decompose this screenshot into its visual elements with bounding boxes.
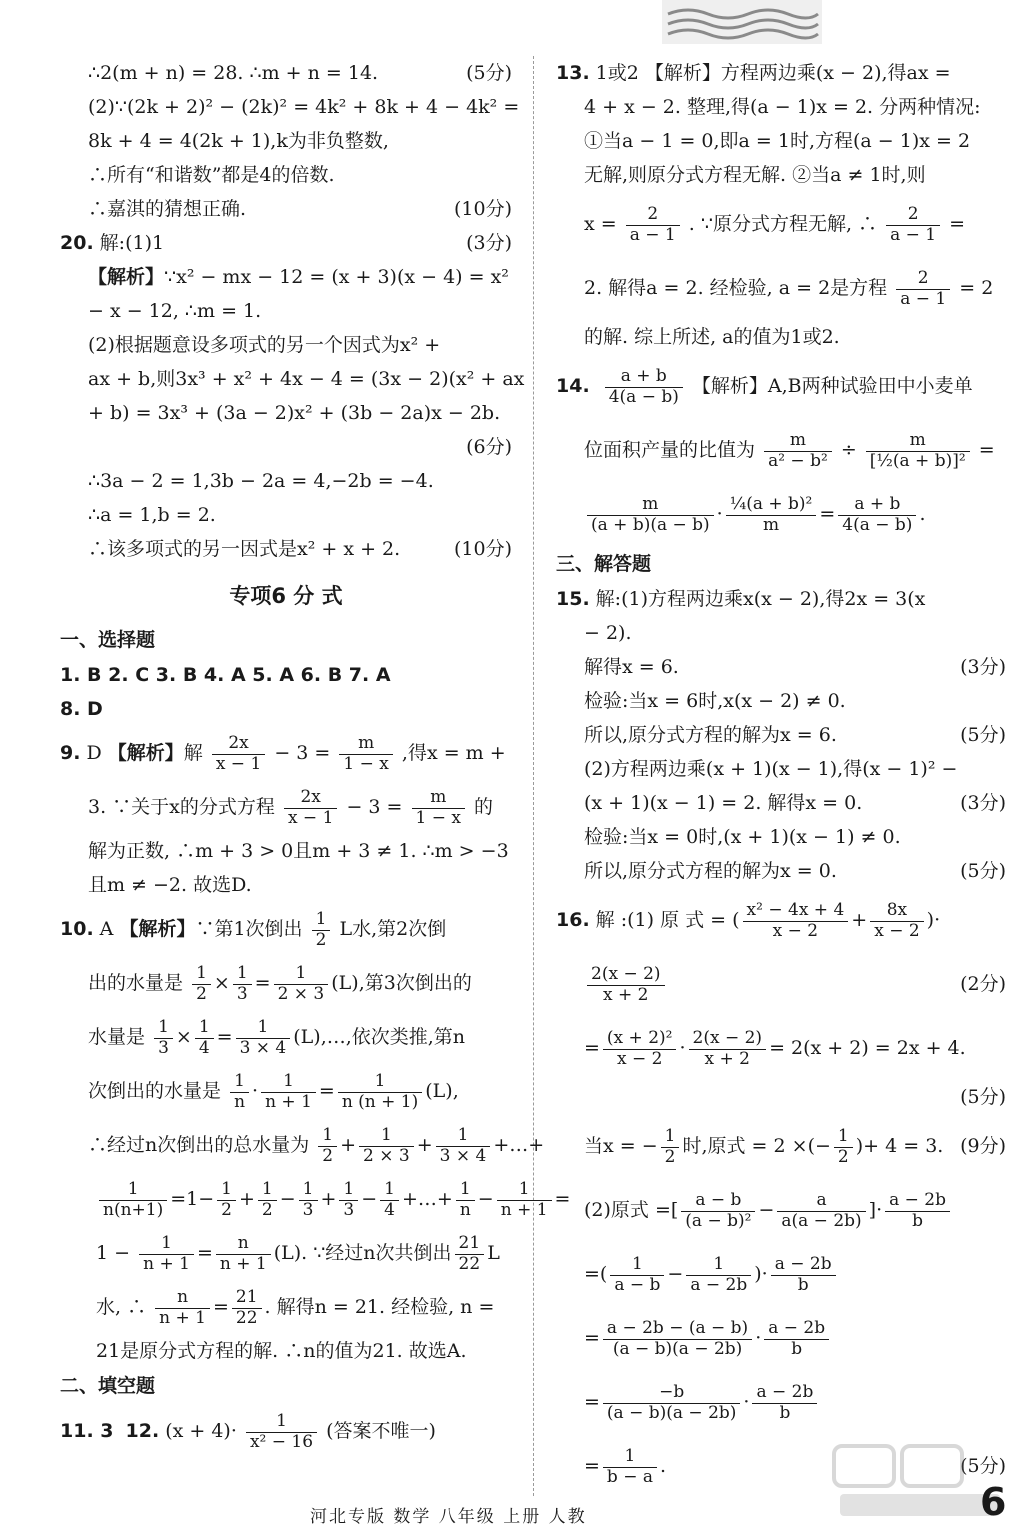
section-solve-heading: 三、解答题	[556, 553, 652, 575]
q19-line-1: ∴2(m + n) = 28. ∴m + n = 14. (5分)	[88, 62, 512, 84]
fraction: $\frac{1}{2 \times 3}$	[359, 1126, 414, 1166]
fraction: $\frac{1}{\text{x² − 16}}$	[246, 1412, 317, 1452]
q9-line-4: 且m ≠ −2. 故选D.	[88, 874, 252, 896]
footer-text: 河北专版 数学 八年级 上册 人教	[310, 1507, 587, 1527]
choice-answers-2: 8. D	[60, 698, 103, 720]
q20-score-6: (6分)	[466, 436, 512, 458]
fraction: $\frac{\text{¼(a + b)²}}{m}$	[726, 495, 817, 535]
fraction: $\frac{-b}{(a - b)(a - 2b)}$	[603, 1383, 740, 1423]
q15-line-6: (2)方程两边乘(x + 1)(x − 1),得(x − 1)² −	[584, 758, 958, 780]
fraction: $\frac{m}{1 - x}$	[412, 788, 465, 828]
fraction: $\frac{\text{(x + 2)²}}{x - 2}$	[603, 1029, 677, 1069]
fraction: $\frac{1}{2}$	[312, 910, 331, 950]
page-number: 6	[980, 1480, 1007, 1524]
q16-line-6: =( $\frac{1}{a - b}$ − $\frac{1}{a - 2b}$ )· $\frac{a - 2b}{b}$	[556, 1242, 1006, 1306]
q15-line-3: 解得x = 6. (3分)	[584, 656, 1006, 678]
fraction: $\frac{2x}{x - 1}$	[212, 734, 265, 774]
topic-title: 专项6 分 式	[229, 584, 343, 608]
q20-line-4: (2)根据题意设多项式的另一个因式为x² +	[88, 334, 441, 356]
q13-line-7: 的解. 综上所述, a的值为1或2.	[584, 326, 840, 348]
fraction: $\frac{n}{n + 1}$	[216, 1234, 271, 1274]
q16-line-8: = $\frac{-b}{(a - b)(a - 2b)}$ · $\frac{a - 2b}{b}$	[556, 1370, 1006, 1434]
fraction: $\frac{1}{2}$	[192, 964, 211, 1004]
fraction: $\frac{1}{3}$	[299, 1180, 318, 1220]
fraction: $\frac{a - b}{\text{(a − b)²}}$	[681, 1191, 755, 1231]
fraction: $\frac{a - 2b - (a - b)}{(a - b)(a - 2b)}$	[603, 1319, 752, 1359]
fraction: $\frac{1}{2}$	[217, 1180, 236, 1220]
fraction: $\frac{1}{3 \times 4}$	[236, 1018, 291, 1058]
fraction: $\frac{1}{3}$	[233, 964, 252, 1004]
fraction: $\frac{1}{4}$	[380, 1180, 399, 1220]
q20-line-6: + b) = 3x³ + (3a − 2)x² + (3b − 2a)x − 2b.	[88, 402, 501, 424]
q15-line-2: − 2).	[584, 622, 632, 644]
q16-line-4: 当x = − $\frac{1}{2}$ 时,原式 = 2 ×(− $\frac{1}{2}$ )+ 4 = 3. (9分)	[584, 1125, 1006, 1167]
fraction: $\frac{1}{3}$	[154, 1018, 173, 1058]
left-column	[60, 56, 571, 1458]
q9-line-3: 解为正数, ∴m + 3 > 0且m + 3 ≠ 1. ∴m > −3	[88, 840, 509, 862]
q20-line-5: ax + b,则3x³ + x² + 4x − 4 = (3x − 2)(x² + ax	[88, 368, 525, 390]
q13-line-1: 13. 1或2 【解析】方程两边乘(x − 2),得ax =	[556, 62, 951, 84]
right-column	[556, 56, 1006, 1498]
fraction: $\frac{m}{\text{a² − b²}}$	[764, 431, 832, 471]
q10-line-3: 水量是 $\frac{1}{3}$ × $\frac{1}{4}$ = $\frac{1}{3 \times 4}$ (L),…,依次类推,第n	[88, 1016, 466, 1058]
fraction: $\frac{1}{b - a}$	[603, 1447, 657, 1487]
fraction: $\frac{21}{22}$	[232, 1288, 262, 1328]
fraction: $\frac{1}{n}$	[230, 1072, 249, 1112]
q16-line-1: 16. 解 :(1) 原 式 = ( $\frac{\text{x² − 4x + 4}}{x - 2}$ + $\frac{8x}{x - 2}$ )·	[556, 899, 941, 941]
q14-line-3: $\frac{m}{(a + b)(a - b)}$ · $\frac{\text{¼(a + b)²}}{m}$ = $\frac{a + b}{4(a - b)}$ .	[556, 482, 1006, 546]
q10-line-7: 1 − $\frac{1}{n + 1}$ = $\frac{n}{n + 1}$ (L). ∵经过n次共倒出 $\frac{21}{22}$ L	[96, 1232, 500, 1274]
q9-line-2: 3. ∵关于x的分式方程 $\frac{2x}{x - 1}$ − 3 = $\frac{m}{1 - x}$ 的	[88, 786, 494, 828]
fraction: $\frac{2}{a - 1}$	[896, 269, 950, 309]
fraction: $\frac{m}{1 - x}$	[339, 734, 392, 774]
q20-line-7: ∴3a − 2 = 1,3b − 2a = 4,−2b = −4.	[88, 470, 434, 492]
q19-line-4: ∴所有“和谐数”都是4的倍数.	[88, 164, 335, 186]
q10-line-4: 次倒出的水量是 $\frac{1}{n}$ · $\frac{1}{n + 1}$ = $\frac{1}{n (n + 1)}$ (L),	[88, 1070, 459, 1112]
q9-line-1: 9. D 【解析】解 $\frac{2x}{x - 1}$ − 3 = $\frac{m}{1 - x}$ ,得x = m +	[60, 732, 506, 774]
q20-line-9: ∴该多项式的另一因式是x² + x + 2. (10分)	[88, 538, 512, 560]
q10-line-2: 出的水量是 $\frac{1}{2}$ × $\frac{1}{3}$ = $\frac{1}{2 \times 3}$ (L),第3次倒出的	[88, 962, 472, 1004]
fraction: $\frac{a}{a(a - 2b)}$	[777, 1191, 865, 1231]
fraction: $\frac{n}{n + 1}$	[155, 1288, 210, 1328]
fraction: $\frac{a - 2b}{b}$	[752, 1383, 817, 1423]
section-fill-heading: 二、填空题	[60, 1375, 156, 1397]
fraction: $\frac{a - 2b}{b}$	[764, 1319, 829, 1359]
q20-line-2: 【解析】∵x² − mx − 12 = (x + 3)(x − 4) = x²	[88, 266, 509, 288]
fraction: $\frac{1}{a - 2b}$	[686, 1255, 751, 1295]
header-wave-decoration	[662, 0, 822, 44]
q16-line-3: = $\frac{\text{(x + 2)²}}{x - 2}$ · $\frac{2(x - 2)}{x + 2}$ = 2(x + 2) = 2x + 4.	[584, 1027, 966, 1069]
q11-q12-line: 11. 3 12. (x + 4)· $\frac{1}{\text{x² − 16}}$ (答案不唯一)	[60, 1410, 436, 1452]
fraction: $\frac{\text{x² − 4x + 4}}{x - 2}$	[743, 901, 849, 941]
fraction: $\frac{1}{n (n + 1)}$	[338, 1072, 422, 1112]
fraction: $\frac{1}{2 \times 3}$	[274, 964, 329, 1004]
q19-line-5: ∴嘉淇的猜想正确. (10分)	[88, 198, 512, 220]
fraction: $\frac{21}{22}$	[455, 1234, 485, 1274]
choice-answers-1: 1. B 2. C 3. B 4. A 5. A 6. B 7. A	[60, 664, 391, 686]
q20-line-1: 20. 解:(1)1 (3分)	[60, 232, 512, 254]
q10-line-8: 水, ∴ $\frac{n}{n + 1}$ = $\frac{21}{22}$ . 解得n = 21. 经检验, n =	[96, 1286, 495, 1328]
q15-line-8: 检验:当x = 0时,(x + 1)(x − 1) ≠ 0.	[584, 826, 901, 848]
fraction: $\frac{1}{n}$	[456, 1180, 475, 1220]
fraction: $\frac{1}{n + 1}$	[261, 1072, 316, 1112]
q15-line-4: 检验:当x = 6时,x(x − 2) ≠ 0.	[584, 690, 846, 712]
fraction: $\frac{1}{2}$	[258, 1180, 277, 1220]
fraction: $\frac{2(x - 2)}{x + 2}$	[689, 1029, 767, 1069]
q13-line-2: 4 + x − 2. 整理,得(a − 1)x = 2. 分两种情况:	[584, 96, 981, 118]
column-divider	[533, 56, 534, 1496]
fraction: $\frac{8x}{x - 2}$	[870, 901, 923, 941]
fraction: $\frac{2}{a - 1}$	[886, 205, 940, 245]
q15-line-9: 所以,原分式方程的解为x = 0. (5分)	[584, 860, 1006, 882]
q16-line-7: = $\frac{a - 2b - (a - b)}{(a - b)(a - 2b)}$ · $\frac{a - 2b}{b}$	[556, 1306, 1006, 1370]
q20-line-3: − x − 12, ∴m = 1.	[88, 300, 262, 322]
fraction: $\frac{2(x - 2)}{x + 2}$	[587, 965, 665, 1005]
fraction: $\frac{1}{2}$	[834, 1127, 853, 1167]
fraction: $\frac{m}{\text{[½(a + b)]²}}$	[866, 431, 970, 471]
fraction: $\frac{2x}{x - 1}$	[284, 788, 337, 828]
q13-line-6: 2. 解得a = 2. 经检验, a = 2是方程 $\frac{2}{a - 1}$ = 2	[584, 267, 994, 309]
q13-line-4: 无解,则原分式方程无解. ②当a ≠ 1时,则	[584, 164, 926, 186]
fraction: $\frac{a - 2b}{b}$	[771, 1255, 836, 1295]
fraction: $\frac{1}{4}$	[195, 1018, 214, 1058]
fraction: $\frac{a - 2b}{b}$	[885, 1191, 950, 1231]
fraction: $\frac{1}{2}$	[661, 1127, 680, 1167]
q10-line-5: ∴经过n次倒出的总水量为 $\frac{1}{2}$ + $\frac{1}{2 \times 3}$ + $\frac{1}{3 \times 4}$ +…+	[88, 1124, 545, 1166]
fraction: $\frac{2}{a - 1}$	[626, 205, 680, 245]
q14-line-2: 位面积产量的比值为 $\frac{m}{\text{a² − b²}}$ ÷ $\frac{m}{\text{[½(a + b)]²}}$ =	[584, 429, 995, 471]
q10-line-1: 10. A 【解析】∵第1次倒出 $\frac{1}{2}$ L水,第2次倒	[60, 908, 447, 950]
q20-line-8: ∴a = 1,b = 2.	[88, 504, 216, 526]
q13-line-3: ①当a − 1 = 0,即a = 1时,方程(a − 1)x = 2	[584, 130, 971, 152]
section-choice-heading: 一、选择题	[60, 629, 156, 651]
fraction: $\frac{1}{a - b}$	[610, 1255, 664, 1295]
q14-line-1: 14. $\frac{a + b}{4(a - b)}$ 【解析】A,B两种试验田中小麦单	[556, 365, 973, 407]
q16-score-5: (5分)	[960, 1086, 1006, 1108]
fraction: $\frac{a + b}{4(a - b)}$	[838, 495, 916, 535]
q10-line-9: 21是原分式方程的解. ∴n的值为21. 故选A.	[96, 1340, 467, 1362]
q19-line-2: (2)∵(2k + 2)² − (2k)² = 4k² + 8k + 4 − 4k² =	[88, 96, 520, 118]
fraction: $\frac{1}{3 \times 4}$	[436, 1126, 491, 1166]
fraction: $\frac{m}{(a + b)(a - b)}$	[587, 495, 714, 535]
fraction: $\frac{1}{n(n+1)}$	[99, 1180, 167, 1220]
fraction: $\frac{1}{3}$	[339, 1180, 358, 1220]
fraction: $\frac{1}{2}$	[318, 1126, 337, 1166]
fraction: $\frac{1}{n + 1}$	[139, 1234, 194, 1274]
q10-line-6: $\frac{1}{n(n+1)}$ =1− $\frac{1}{2}$ + $\frac{1}{2}$ − $\frac{1}{3}$ + $\frac{1}{3}$ − $\frac{1}{4}$ +…+ $\frac{1}{n}$ − $\frac{1}{n + 1}$ =	[60, 1172, 512, 1226]
q15-line-7: (x + 1)(x − 1) = 2. 解得x = 0. (3分)	[584, 792, 1006, 814]
q19-line-3: 8k + 4 = 4(2k + 1),k为非负整数,	[88, 130, 389, 152]
q13-line-5: x = $\frac{2}{a - 1}$ . ∵原分式方程无解, ∴ $\frac{2}{a - 1}$ =	[584, 203, 966, 245]
q16-line-9: = $\frac{1}{b - a}$ . (5分)	[584, 1445, 1006, 1487]
q15-line-5: 所以,原分式方程的解为x = 6. (5分)	[584, 724, 1006, 746]
fraction: $\frac{a + b}{4(a - b)}$	[605, 367, 683, 407]
q15-line-1: 15. 解:(1)方程两边乘x(x − 2),得2x = 3(x	[556, 588, 926, 610]
fraction: $\frac{1}{n + 1}$	[497, 1180, 552, 1220]
q16-line-5: (2)原式 =[ $\frac{a - b}{\text{(a − b)²}}$ − $\frac{a}{a(a - 2b)}$ ]· $\frac{a - 2b}{b}$	[556, 1178, 1006, 1242]
q16-line-2: $\frac{2(x - 2)}{x + 2}$ (2分)	[556, 952, 1006, 1016]
